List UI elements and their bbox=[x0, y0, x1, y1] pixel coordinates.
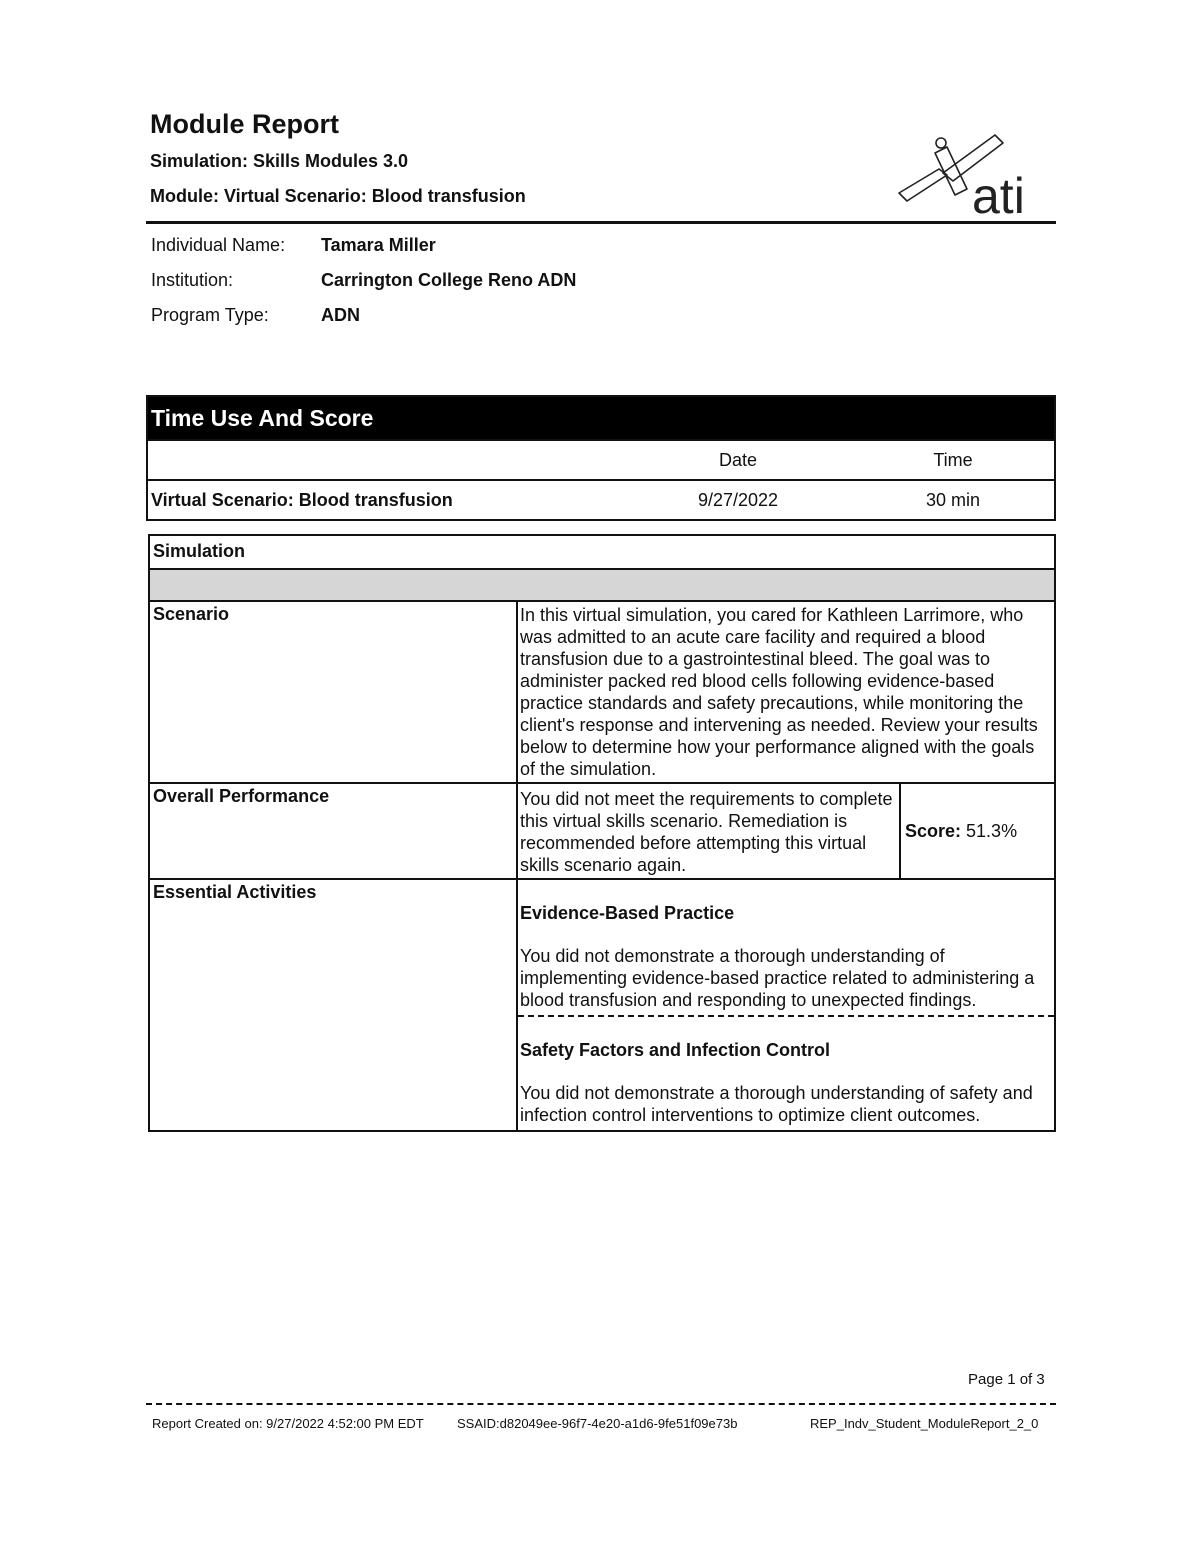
activity-title: Safety Factors and Infection Control bbox=[520, 1040, 831, 1060]
time-use-table bbox=[146, 395, 1056, 521]
performance-row bbox=[150, 784, 1054, 880]
time-cell: 30 min bbox=[925, 490, 981, 510]
footer-rule bbox=[146, 1403, 1056, 1405]
ssaid: SSAID:d82049ee-96f7-4e20-a1d6-9fe51f09e73b bbox=[457, 1416, 738, 1431]
header-rule bbox=[146, 221, 1056, 224]
simulation-heading: Simulation bbox=[150, 536, 1054, 570]
scenario-name-cell: Virtual Scenario: Blood transfusion bbox=[151, 490, 453, 510]
score-cell bbox=[901, 784, 1054, 878]
scenario-row bbox=[150, 602, 1054, 784]
simulation-subtitle: Simulation: Skills Modules 3.0 bbox=[150, 151, 409, 171]
institution-label: Institution: bbox=[151, 270, 234, 290]
activity-block bbox=[518, 1017, 1054, 1130]
date-cell: 9/27/2022 bbox=[697, 490, 779, 510]
logo-text: ati bbox=[972, 168, 1025, 215]
essential-activities-cell bbox=[518, 880, 1054, 1130]
page-number: Page 1 of 3 bbox=[968, 1371, 1045, 1388]
essential-activities-label: Essential Activities bbox=[150, 880, 518, 1130]
institution-value: Carrington College Reno ADN bbox=[321, 270, 577, 290]
date-column-header: Date bbox=[718, 450, 758, 470]
name-value: Tamara Miller bbox=[321, 235, 436, 255]
activity-block bbox=[518, 880, 1054, 1015]
activity-title: Evidence-Based Practice bbox=[520, 903, 735, 923]
report-created: Report Created on: 9/27/2022 4:52:00 PM EDT bbox=[152, 1416, 424, 1431]
program-value: ADN bbox=[321, 305, 360, 325]
performance-label: Overall Performance bbox=[150, 784, 518, 878]
module-subtitle: Module: Virtual Scenario: Blood transfusion bbox=[150, 186, 526, 206]
time-column-header: Time bbox=[933, 450, 973, 470]
score-value: 51.3% bbox=[966, 821, 1018, 841]
performance-text: You did not meet the requirements to complete this virtual skills scenario. Remediation is recommended before attempting this virtual skills scenario again. bbox=[518, 784, 901, 878]
performance-cell bbox=[518, 784, 1054, 878]
time-use-header-row bbox=[148, 439, 1054, 479]
page-title: Module Report bbox=[150, 109, 339, 139]
report-code: REP_Indv_Student_ModuleReport_2_0 bbox=[810, 1416, 1039, 1431]
activity-text: You did not demonstrate a thorough understanding of safety and infection control interventions to optimize client outcomes. bbox=[520, 1083, 1033, 1125]
time-use-heading: Time Use And Score bbox=[148, 397, 1054, 439]
scenario-text: In this virtual simulation, you cared for Kathleen Larrimore, who was admitted to an acute care facility and required a blood transfusion due to a gastrointestinal bleed. The goal was to administer packed red blood cells following evidence-based practice standards and safety precautions, while monitoring the client's response and intervening as needed. Review your results below to determine how your performance aligned with the goals of the simulation. bbox=[520, 605, 1038, 779]
scenario-label: Scenario bbox=[150, 602, 518, 782]
table-row bbox=[148, 479, 1054, 519]
name-label: Individual Name: bbox=[151, 235, 286, 255]
activity-text: You did not demonstrate a thorough understanding of implementing evidence-based practice related to administering a blood transfusion and responding to unexpected findings. bbox=[520, 946, 1035, 1010]
simulation-table bbox=[148, 534, 1056, 1132]
gray-spacer-row bbox=[150, 570, 1054, 602]
score-label: Score: bbox=[905, 821, 962, 841]
ati-logo bbox=[895, 133, 1040, 215]
essential-activities-row bbox=[150, 880, 1054, 1130]
program-label: Program Type: bbox=[151, 305, 269, 325]
